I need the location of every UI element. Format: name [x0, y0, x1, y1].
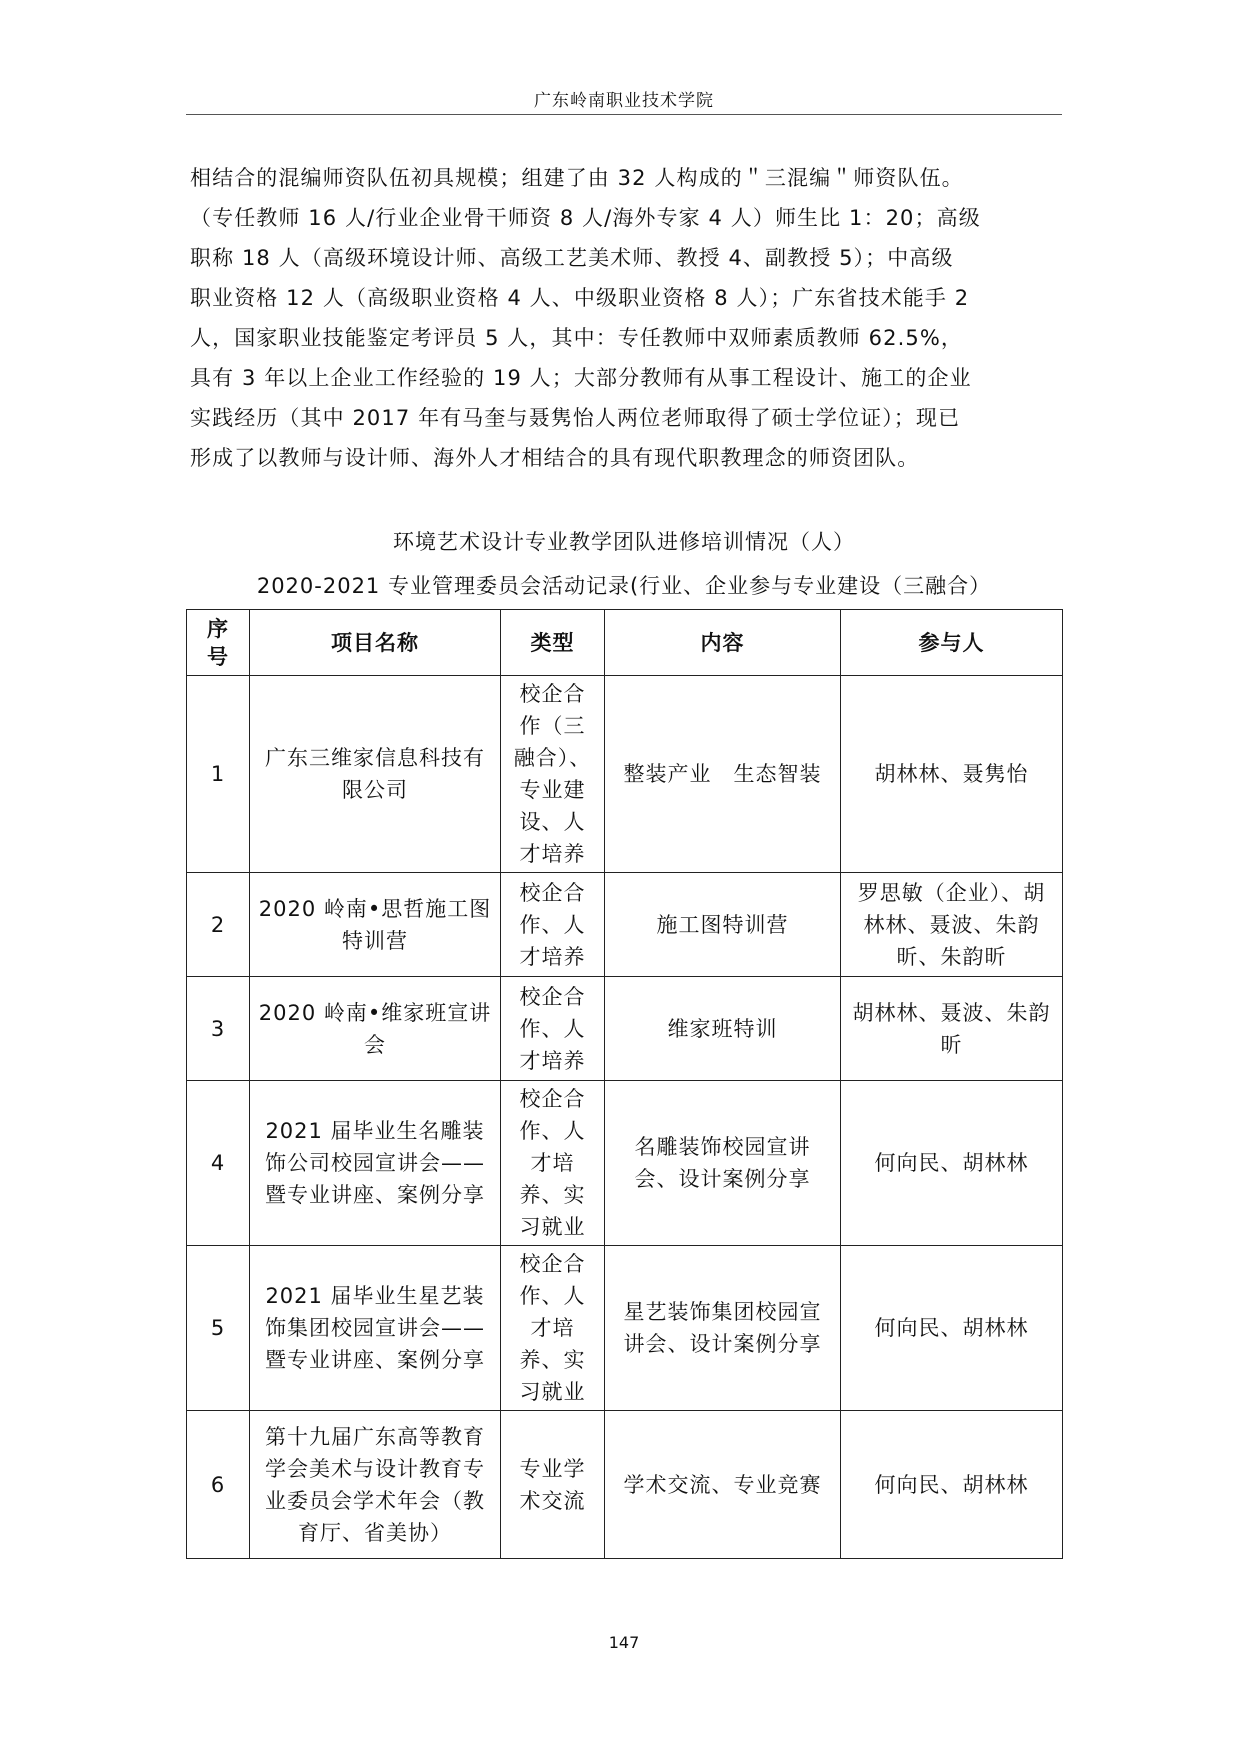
- table-row: [187, 977, 1063, 1081]
- cell-no: 5: [187, 1246, 250, 1411]
- body-line: 职业资格 12 人（高级职业资格 4 人、中级职业资格 8 人）；广东省技术能手 2: [190, 286, 970, 310]
- header-divider: [186, 114, 1062, 115]
- cell-name: 第十九届广东高等教育学会美术与设计教育专业委员会学术年会（教育厅、省美协）: [250, 1411, 501, 1559]
- cell-no: 2: [187, 873, 250, 977]
- cell-content: 名雕装饰校园宣讲会、设计案例分享: [605, 1081, 841, 1246]
- body-line: 相结合的混编师资队伍初具规模；组建了由 32 人构成的＂三混编＂师资队伍。: [190, 166, 964, 190]
- page-header: 广东岭南职业技术学院: [534, 91, 714, 111]
- cell-type: 校企合作、人才培养、实习就业: [501, 1081, 605, 1246]
- cell-participants: 罗思敏（企业）、胡林林、聂波、朱韵昕、朱韵昕: [841, 873, 1063, 977]
- table-row: [187, 676, 1063, 873]
- header-no: [187, 610, 250, 676]
- cell-no: 4: [187, 1081, 250, 1246]
- header-type: 类型: [501, 610, 605, 676]
- header-no-line1: 序: [207, 616, 229, 641]
- cell-type: 校企合作（三融合）、专业建设、人才培养: [501, 676, 605, 873]
- cell-name: 2021 届毕业生名雕装饰公司校园宣讲会——暨专业讲座、案例分享: [250, 1081, 501, 1246]
- committee-activity-table: [186, 609, 1063, 1559]
- table-row: [187, 1246, 1063, 1411]
- page-number: 147: [608, 1633, 640, 1652]
- cell-participants: 何向民、胡林林: [841, 1246, 1063, 1411]
- committee-table-caption: 2020-2021 专业管理委员会活动记录(行业、企业参与专业建设（三融合）: [256, 574, 992, 598]
- body-line: 实践经历（其中 2017 年有马奎与聂隽怡人两位老师取得了硕士学位证）；现已: [190, 406, 961, 430]
- cell-type: 校企合作、人才培养、实习就业: [501, 1246, 605, 1411]
- cell-content: 施工图特训营: [605, 873, 841, 977]
- cell-content: 整装产业 生态智装: [605, 676, 841, 873]
- body-line: 具有 3 年以上企业工作经验的 19 人；大部分教师有从事工程设计、施工的企业: [190, 366, 972, 390]
- body-line: （专任教师 16 人/行业企业骨干师资 8 人/海外专家 4 人）师生比 1：20；高级: [190, 206, 981, 230]
- table-row: [187, 1411, 1063, 1559]
- cell-no: 3: [187, 977, 250, 1081]
- cell-participants: 胡林林、聂波、朱韵昕: [841, 977, 1063, 1081]
- table-row: [187, 1081, 1063, 1246]
- cell-no: 6: [187, 1411, 250, 1559]
- cell-name: 广东三维家信息科技有限公司: [250, 676, 501, 873]
- body-line: 职称 18 人（高级环境设计师、高级工艺美术师、教授 4、副教授 5）；中高级: [190, 246, 954, 270]
- header-content: 内容: [605, 610, 841, 676]
- cell-participants: 胡林林、聂隽怡: [841, 676, 1063, 873]
- cell-no: 1: [187, 676, 250, 873]
- table-header-row: [187, 610, 1063, 676]
- body-line: 形成了以教师与设计师、海外人才相结合的具有现代职教理念的师资团队。: [190, 446, 920, 470]
- cell-name: 2020 岭南•思哲施工图特训营: [250, 873, 501, 977]
- body-paragraph: [190, 158, 1060, 478]
- cell-type: 校企合作、人才培养: [501, 977, 605, 1081]
- cell-participants: 何向民、胡林林: [841, 1081, 1063, 1246]
- header-participants: 参与人: [841, 610, 1063, 676]
- header-no-line2: 号: [207, 644, 229, 669]
- cell-type: 校企合作、人才培养: [501, 873, 605, 977]
- cell-content: 星艺装饰集团校园宣讲会、设计案例分享: [605, 1246, 841, 1411]
- cell-name: 2020 岭南•维家班宣讲会: [250, 977, 501, 1081]
- cell-name: 2021 届毕业生星艺装饰集团校园宣讲会——暨专业讲座、案例分享: [250, 1246, 501, 1411]
- cell-content: 维家班特训: [605, 977, 841, 1081]
- cell-type: 专业学术交流: [501, 1411, 605, 1559]
- table-row: [187, 873, 1063, 977]
- training-caption: 环境艺术设计专业教学团队进修培训情况（人）: [393, 530, 855, 554]
- body-line: 人，国家职业技能鉴定考评员 5 人，其中：专任教师中双师素质教师 62.5%，: [190, 326, 963, 350]
- header-name: 项目名称: [250, 610, 501, 676]
- cell-participants: 何向民、胡林林: [841, 1411, 1063, 1559]
- cell-content: 学术交流、专业竞赛: [605, 1411, 841, 1559]
